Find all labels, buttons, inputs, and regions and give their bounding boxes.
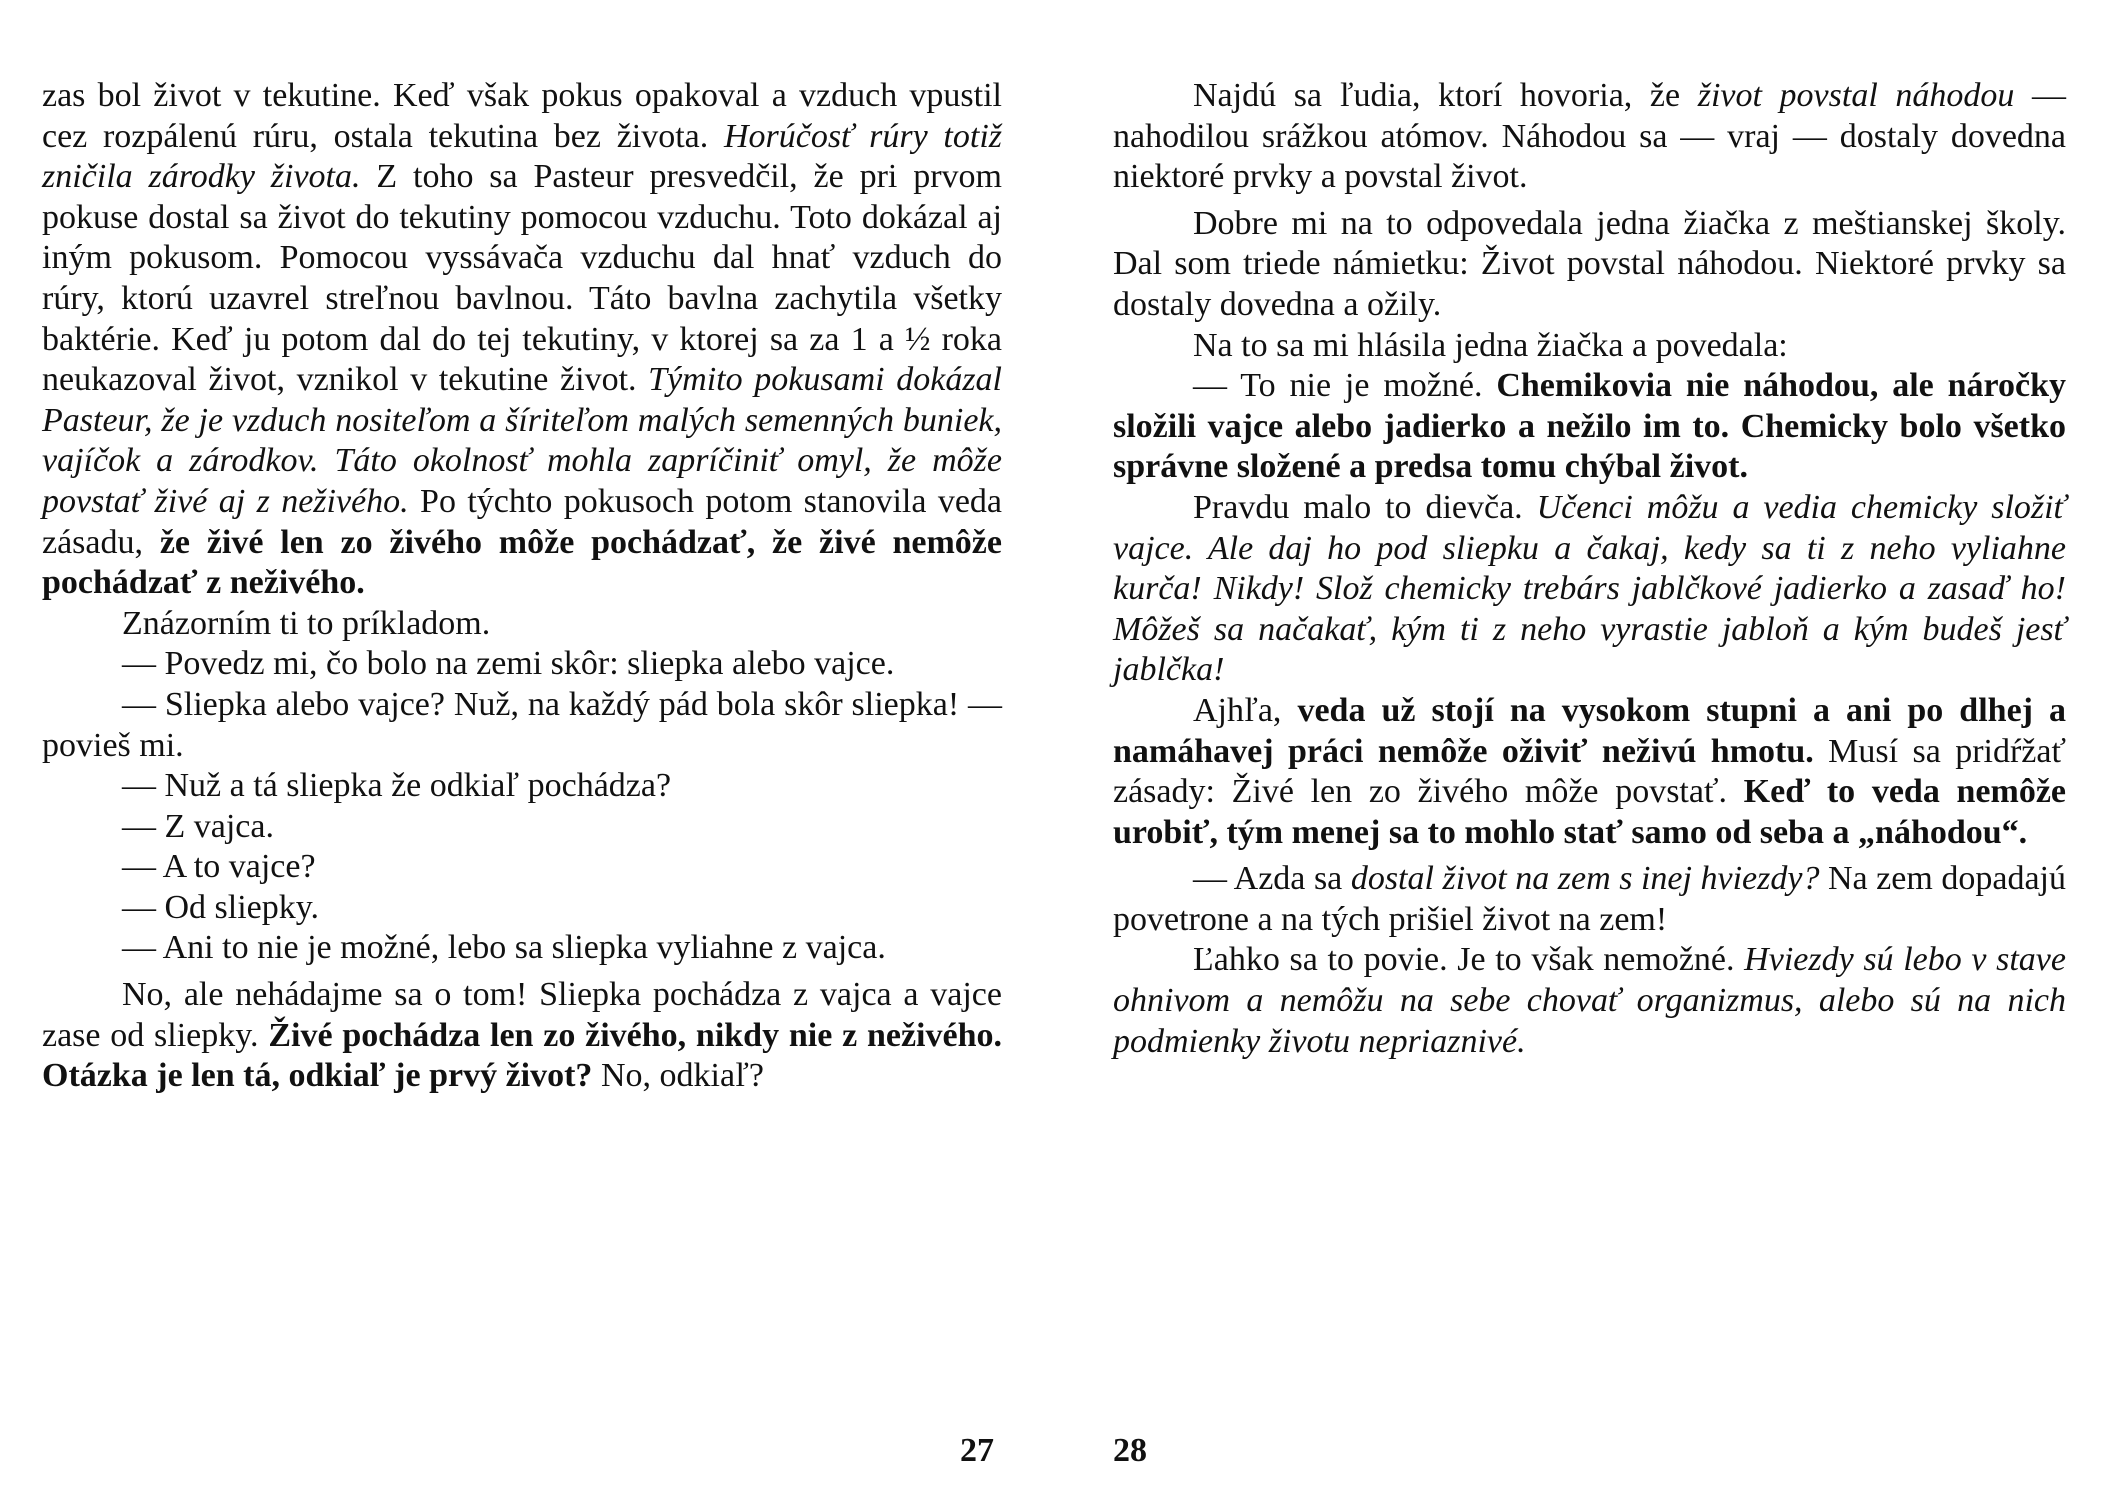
right-page-number: 28	[1113, 1432, 1147, 1469]
text-run: Po týchto pokusoch potom stanovila veda zásadu,	[42, 482, 1002, 561]
paragraph	[1113, 326, 2066, 367]
text-run: Z toho sa Pasteur presvedčil, že pri prvom pokuse dostal sa život do tekutiny pomocou vzduchu. Toto dokázal aj iným pokusom. Pomocou vyssávača vzduchu dal hnať vzduch do rúry, ktorú uzavrel streľnou bavlnou. Táto bavlna zachytila všetky baktérie. Keď ju potom dal do tej tekutiny, v ktorej sa za 1 a ½ roka neukazoval život, vznikol v tekutine život.	[42, 158, 1002, 399]
text-run: — nahodilou srážkou atómov. Náhodou sa — vraj — dostaly dovedna niektoré prvky a povstal život.	[1113, 77, 2067, 196]
text-run: Musí sa pridŕžať zásady: Živé len zo živého môže povstať.	[1113, 732, 2067, 811]
text-run: — Z vajca.	[122, 807, 274, 845]
text-run: — Povedz mi, čo bolo na zemi skôr: sliepka alebo vajce.	[122, 645, 895, 683]
paragraph	[42, 604, 1002, 645]
italic-text-run: Hviezdy sú lebo v stave ohnivom a nemôžu na sebe chovať organizmus, alebo sú na nich podmienky životu nepriaznivé.	[1113, 941, 2066, 1060]
paragraph	[42, 766, 1002, 807]
text-run: Dobre mi na to odpovedala jedna žiačka z meštianskej školy. Dal som triede námietku: Život povstal náhodou. Niektoré prvky sa dostaly dovedna a ožily.	[1113, 204, 2066, 323]
text-run: — Azda sa	[1193, 860, 1351, 898]
right-page	[1053, 0, 2106, 1500]
paragraph	[42, 975, 1002, 1097]
italic-text-run: život povstal náhodou	[1697, 77, 2015, 114]
text-run: Ajhľa,	[1193, 691, 1298, 729]
left-page-text	[42, 76, 1002, 1097]
text-run: No, ale nehádajme sa o tom! Sliepka pochádza z vajca a vajce zase od sliepky.	[42, 976, 1002, 1054]
text-run: — Od sliepky.	[122, 888, 320, 926]
paragraph	[1113, 859, 2066, 940]
italic-text-run: Učenci môžu a vedia chemicky složiť vajce. Ale daj ho pod sliepku a čakaj, kedy sa ti z neho vyliahne kurča! Nikdy! Slož chemicky trebárs jablčkové jadierko a zasaď ho! Môžeš sa načakať, kým ti z neho vyrastie jabloň a kým budeš jesť jablčka!	[1113, 488, 2066, 689]
left-page-number: 27	[960, 1432, 994, 1469]
bold-text-run: veda už stojí na vysokom stupni a ani po dlhej a namáhavej práci nemôže oživiť neživú hmotu.	[1113, 691, 2067, 770]
paragraph	[42, 928, 1002, 969]
text-run: Znázorním ti to príkladom.	[122, 604, 491, 642]
paragraph	[42, 847, 1002, 888]
text-run: Pravdu malo to dievča.	[1193, 488, 1537, 526]
bold-text-run: Keď to veda nemôže urobiť, tým menej sa to mohlo stať samo od seba a „náhodou“.	[1113, 773, 2066, 851]
bold-text-run: Chemikovia nie náhodou, ale náročky složili vajce alebo jadierko a nežilo im to. Chemicky bolo všetko správne složené a predsa tomu chýbal život.	[1113, 367, 2067, 486]
italic-text-run: Horúčosť rúry totiž zničila zárodky života.	[42, 117, 1002, 196]
bold-text-run: Živé pochádza len zo živého, nikdy nie z neživého. Otázka je len tá, odkiaľ je prvý život?	[42, 1016, 1002, 1095]
text-run: Najdú sa ľudia, ktorí hovoria, že	[1193, 77, 1698, 114]
text-run: zas bol život v tekutine. Keď však pokus opakoval a vzduch vpustil cez rozpálenú rúru, ostala tekutina bez života.	[42, 77, 1002, 155]
paragraph	[42, 644, 1002, 685]
text-run: — A to vajce?	[122, 848, 316, 886]
paragraph	[1113, 691, 2066, 853]
text-run: — Ani to nie je možné, lebo sa sliepka vyliahne z vajca.	[122, 929, 886, 967]
paragraph	[1113, 76, 2066, 198]
italic-text-run: Týmito pokusami dokázal Pasteur, že je vzduch nositeľom a šíriteľom malých semenných buniek, vajíčok a zárodkov. Táto okolnosť mohla zapríčiniť omyl, že môže povstať živé aj z neživého.	[42, 361, 1003, 520]
paragraph	[42, 685, 1002, 766]
bold-text-run: že živé len zo živého môže pochádzať, že živé nemôže pochádzať z neživého.	[42, 523, 1002, 602]
text-run: No, odkiaľ?	[592, 1057, 764, 1095]
paragraph	[42, 888, 1002, 929]
text-run: — Nuž a tá sliepka že odkiaľ pochádza?	[122, 767, 672, 805]
text-run: — Sliepka alebo vajce? Nuž, na každý pád bola skôr sliepka! — povieš mi.	[42, 685, 1002, 764]
paragraph	[42, 76, 1002, 604]
paragraph	[1113, 204, 2066, 326]
italic-text-run: dostal život na zem s inej hviezdy?	[1350, 860, 1820, 898]
text-run: Na zem dopadajú povetrone a na tých prišiel život na zem!	[1113, 860, 2066, 938]
text-run: — To nie je možné.	[1193, 367, 1497, 405]
paragraph	[1113, 488, 2066, 691]
text-run: Na to sa mi hlásila jedna žiačka a povedala:	[1193, 326, 1788, 364]
paragraph	[1113, 940, 2066, 1062]
paragraph	[1113, 366, 2066, 488]
paragraph	[42, 807, 1002, 848]
right-page-text	[1113, 76, 2066, 1062]
text-run: Ľahko sa to povie. Je to však nemožné.	[1193, 941, 1745, 979]
